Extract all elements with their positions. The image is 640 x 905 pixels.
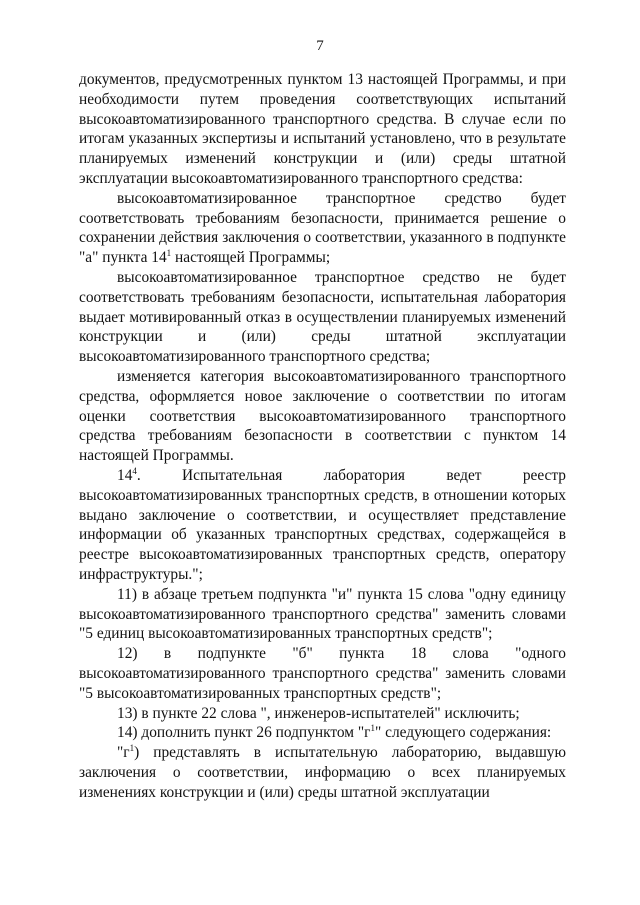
text-segment: документов, предусмотренных пунктом 13 настоящей Программы, и при необходимости путем проведения соответствующих испытаний высокоавтоматизированного транспортного средства. В случае если по итогам указанных экспертизы и испытаний установлено, что в результате планируемых изменений конструкции и (или) среды штатной эксплуатации высокоавтоматизированного транспортного средства: (79, 71, 566, 187)
paragraph-p2 (79, 189, 566, 268)
text-segment: настоящей Программы; (171, 249, 331, 267)
paragraph-p4 (79, 367, 566, 466)
text-segment: . Испытательная лаборатория ведет реестр высокоавтоматизированных транспортных средств, в отношении которых выдано заключение о соответствии, и осуществляет представление информации об указанных транспортных средствах, содержащейся в реестре высокоавтоматизированных транспортных средств, оператору инфраструктуры."; (79, 466, 566, 583)
superscript: 1 (370, 723, 375, 734)
superscript: 1 (166, 248, 172, 259)
superscript: 1 (129, 742, 135, 753)
paragraph-p3 (79, 268, 566, 367)
text-segment: высокоавтоматизированное транспортное средство будет соответствовать требованиям безопасности, принимается решение о сохранении действия заключения о соответствии, указанного в подпункте "а" пункта 14 (79, 189, 566, 267)
paragraph-p10 (79, 743, 566, 802)
text-segment: ) представлять в испытательную лабораторию, выдавшую заключения о соответствии, информацию о всех планируемых изменениях конструкции и (или) среды штатной эксплуатации (79, 744, 566, 801)
superscript: 4 (132, 465, 137, 476)
document-body (79, 70, 566, 802)
paragraph-p7 (79, 644, 566, 703)
paragraph-p9 (79, 723, 566, 743)
text-segment: 14) дополнить пункт 26 подпунктом "г (117, 724, 371, 742)
paragraph-p6 (79, 585, 566, 644)
text-segment: 14 (117, 466, 133, 484)
text-segment: 11) в абзаце третьем подпункта "и" пункта 15 слова "одну единицу высокоавтоматизированного транспортного средства" заменить словами "5 единиц высокоавтоматизированных транспортных средств"; (79, 585, 566, 643)
text-segment: 13) в пункте 22 слова ", инженеров-испытателей" исключить; (117, 704, 520, 722)
text-segment: изменяется категория высокоавтоматизированного транспортного средства, оформляется новое заключение о соответствии по итогам оценки соответствия высокоавтоматизированного транспортного средства требованиям безопасности в соответствии с пунктом 14 настоящей Программы. (79, 367, 566, 465)
text-segment: "г (117, 744, 130, 762)
paragraph-p5 (79, 466, 566, 585)
paragraph-p1 (79, 70, 566, 189)
text-segment: высокоавтоматизированное транспортное средство не будет соответствовать требованиям безопасности, испытательная лаборатория выдает мотивированный отказ в осуществлении планируемых изменений конструкции и (или) среды штатной эксплуатации высокоавтоматизированного транспортного средства; (79, 268, 566, 366)
page-number: 7 (316, 38, 324, 54)
text-segment: " следующего содержания: (375, 724, 552, 742)
paragraph-p8 (79, 704, 566, 724)
text-segment: 12) в подпункте "б" пункта 18 слова "одного высокоавтоматизированного транспортного средства" заменить словами "5 высокоавтоматизированных транспортных средств"; (79, 645, 566, 702)
